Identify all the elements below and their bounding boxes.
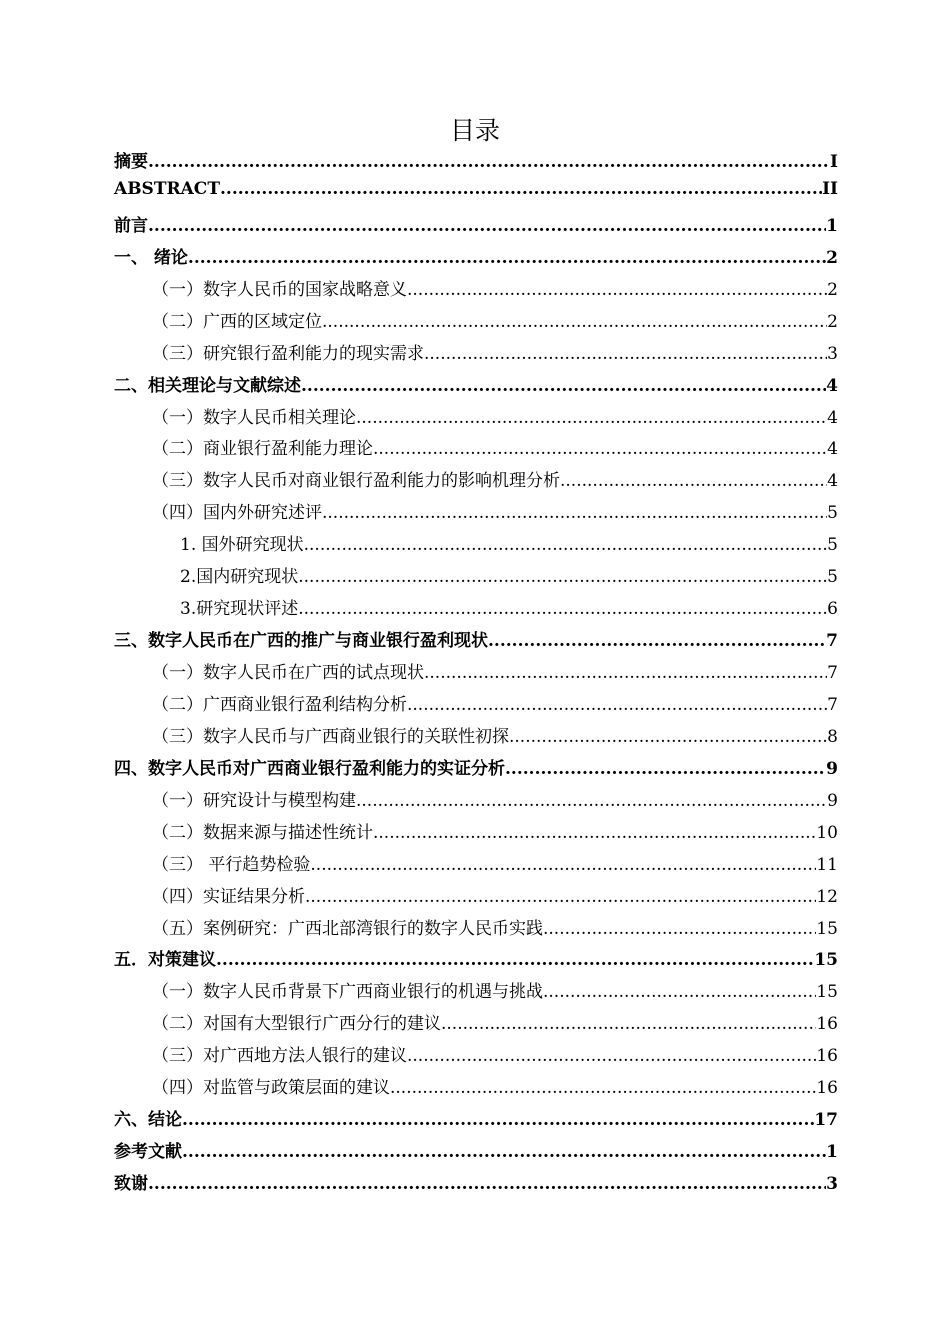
toc-page-number: 17 bbox=[814, 1110, 838, 1131]
toc-page-number: 4 bbox=[827, 439, 838, 460]
toc-entry-title: （三）数字人民币与广西商业银行的关联性初探 bbox=[152, 726, 509, 747]
toc-dot-leader bbox=[298, 599, 827, 619]
toc-dot-leader bbox=[220, 179, 822, 199]
toc-entry-title: （四）对监管与政策层面的建议 bbox=[152, 1078, 390, 1099]
toc-entry-title: （三）研究银行盈利能力的现实需求 bbox=[152, 343, 424, 364]
toc-entry[interactable] bbox=[114, 1137, 838, 1169]
toc-entry-title: 四、数字人民币对广西商业银行盈利能力的实证分析 bbox=[114, 758, 505, 779]
toc-page-number: 9 bbox=[826, 758, 838, 779]
toc-entry-title: ABSTRACT bbox=[114, 178, 220, 199]
toc-dot-leader bbox=[182, 1110, 814, 1130]
toc-entry[interactable] bbox=[114, 530, 838, 562]
toc-dot-leader bbox=[407, 695, 827, 715]
toc-dot-leader bbox=[148, 1174, 826, 1194]
toc-page-number: 15 bbox=[814, 950, 838, 971]
toc-page-number: 16 bbox=[816, 1014, 838, 1035]
toc-entry[interactable] bbox=[114, 850, 838, 882]
toc-entry-title: （二）广西的区域定位 bbox=[152, 311, 322, 332]
toc-dot-leader bbox=[216, 950, 814, 970]
toc-entry-title: （二）数据来源与描述性统计 bbox=[152, 822, 373, 843]
toc-entry[interactable] bbox=[114, 403, 838, 435]
toc-dot-leader bbox=[373, 439, 827, 459]
toc-entry[interactable] bbox=[114, 945, 838, 977]
toc-page-number: 4 bbox=[827, 407, 838, 428]
toc-entry-title: 前言 bbox=[114, 215, 148, 236]
toc-entry-title: 1. 国外研究现状 bbox=[180, 535, 304, 556]
toc-entry[interactable] bbox=[114, 594, 838, 626]
toc-dot-leader bbox=[424, 663, 827, 683]
toc-entry-title: （五）案例研究：广西北部湾银行的数字人民币实践 bbox=[152, 918, 543, 939]
toc-page-number: 8 bbox=[827, 726, 838, 747]
toc-entry[interactable] bbox=[114, 1169, 838, 1201]
toc-entry-title: （二）商业银行盈利能力理论 bbox=[152, 439, 373, 460]
toc-entry[interactable] bbox=[114, 371, 838, 403]
toc-page-number: 6 bbox=[827, 599, 838, 620]
toc-dot-leader bbox=[441, 1014, 816, 1034]
toc-dot-leader bbox=[543, 919, 816, 939]
toc-page-number: I bbox=[830, 152, 838, 172]
toc-dot-leader bbox=[322, 503, 827, 523]
toc-dot-leader bbox=[322, 312, 827, 332]
toc-page-number: 10 bbox=[816, 822, 838, 843]
toc-entry[interactable] bbox=[114, 818, 838, 850]
toc-page-number: 4 bbox=[826, 375, 838, 396]
toc-page-number: 7 bbox=[827, 694, 838, 715]
toc-entry[interactable] bbox=[114, 466, 838, 498]
toc-page-number: 2 bbox=[827, 279, 838, 300]
toc-page-number: 7 bbox=[826, 631, 838, 652]
toc-entry-title: （三） 平行趋势检验 bbox=[152, 854, 311, 875]
toc-entry[interactable] bbox=[114, 977, 838, 1009]
toc-page-number: 5 bbox=[827, 567, 838, 588]
toc-entry[interactable] bbox=[114, 434, 838, 466]
toc-entry[interactable] bbox=[114, 1105, 838, 1137]
toc-entry-title: （三）数字人民币对商业银行盈利能力的影响机理分析 bbox=[152, 471, 560, 492]
toc-page-number: 7 bbox=[827, 663, 838, 683]
toc-entry-title: （三）对广西地方法人银行的建议 bbox=[152, 1046, 407, 1067]
toc-dot-leader bbox=[301, 376, 826, 396]
toc-entry[interactable] bbox=[114, 882, 838, 914]
toc-dot-leader bbox=[356, 791, 827, 811]
toc-entry-title: 2.国内研究现状 bbox=[180, 567, 299, 588]
toc-dot-leader bbox=[356, 408, 827, 428]
toc-entry[interactable] bbox=[114, 1009, 838, 1041]
toc-entry[interactable] bbox=[114, 339, 838, 371]
toc-page-number: 3 bbox=[827, 343, 838, 364]
toc-dot-leader bbox=[305, 887, 816, 907]
toc-entry-title: 六、结论 bbox=[114, 1110, 182, 1131]
toc-entry[interactable] bbox=[114, 786, 838, 818]
toc-entry-title: 五．对策建议 bbox=[114, 950, 216, 971]
toc-entry-title: （一）数字人民币相关理论 bbox=[152, 407, 356, 428]
toc-page-number: 15 bbox=[816, 982, 838, 1003]
toc-entry-title: （一）数字人民币的国家战略意义 bbox=[152, 279, 407, 300]
toc-entry-title: （一）数字人民币在广西的试点现状 bbox=[152, 663, 424, 683]
toc-entry-title: （四）实证结果分析 bbox=[152, 886, 305, 907]
toc-dot-leader bbox=[560, 471, 827, 491]
toc-entry[interactable] bbox=[114, 562, 838, 594]
toc-entry-title: （四）国内外研究述评 bbox=[152, 503, 322, 524]
toc-dot-leader bbox=[424, 344, 827, 364]
toc-entry[interactable] bbox=[114, 914, 838, 946]
toc-entry[interactable] bbox=[114, 243, 838, 275]
toc-dot-leader bbox=[304, 535, 828, 555]
toc-entry-title: 致谢 bbox=[114, 1174, 148, 1194]
table-of-contents bbox=[114, 147, 838, 1201]
toc-entry-title: （二）对国有大型银行广西分行的建议 bbox=[152, 1014, 441, 1035]
toc-dot-leader bbox=[373, 823, 816, 843]
toc-entry-title: 二、相关理论与文献综述 bbox=[114, 375, 301, 396]
toc-entry-title: 参考文献 bbox=[114, 1142, 182, 1163]
toc-page-number: 5 bbox=[827, 535, 838, 556]
toc-entry[interactable] bbox=[114, 211, 838, 243]
toc-page-number: 2 bbox=[826, 247, 838, 268]
toc-entry-title: 三、数字人民币在广西的推广与商业银行盈利现状 bbox=[114, 631, 488, 652]
toc-dot-leader bbox=[390, 1078, 816, 1098]
page-title: 目录 bbox=[449, 116, 500, 145]
toc-page-number: 15 bbox=[816, 918, 838, 939]
toc-dot-leader bbox=[182, 1142, 826, 1162]
toc-entry[interactable] bbox=[114, 147, 838, 179]
toc-entry-title: 摘要 bbox=[114, 152, 148, 172]
toc-entry-title: （一）数字人民币背景下广西商业银行的机遇与挑战 bbox=[152, 982, 543, 1003]
toc-page-number: 11 bbox=[816, 854, 838, 875]
toc-entry[interactable] bbox=[114, 626, 838, 658]
toc-entry[interactable] bbox=[114, 690, 838, 722]
toc-entry[interactable] bbox=[114, 498, 838, 530]
toc-page-number: 1 bbox=[826, 1142, 838, 1163]
toc-page-number: 16 bbox=[816, 1078, 838, 1099]
toc-page-number: 1 bbox=[826, 215, 838, 236]
toc-entry-title: 3.研究现状评述 bbox=[180, 599, 299, 620]
toc-entry-title: （一）研究设计与模型构建 bbox=[152, 790, 356, 811]
toc-page-number: 2 bbox=[827, 311, 838, 332]
toc-page-number: II bbox=[822, 178, 838, 199]
toc-dot-leader bbox=[188, 248, 826, 268]
toc-entry-title: 一、 绪论 bbox=[114, 247, 188, 268]
toc-dot-leader bbox=[509, 727, 827, 747]
toc-dot-leader bbox=[148, 216, 826, 236]
toc-dot-leader bbox=[407, 280, 827, 300]
toc-entry[interactable] bbox=[114, 275, 838, 307]
toc-dot-leader bbox=[407, 1046, 816, 1066]
toc-dot-leader bbox=[505, 759, 826, 779]
toc-page-number: 5 bbox=[827, 503, 838, 524]
toc-page-number: 9 bbox=[827, 790, 838, 811]
toc-entry[interactable] bbox=[114, 307, 838, 339]
toc-dot-leader bbox=[310, 855, 816, 875]
toc-page-number: 16 bbox=[816, 1046, 838, 1067]
toc-page-number: 4 bbox=[827, 471, 838, 492]
toc-dot-leader bbox=[298, 567, 827, 587]
toc-entry[interactable] bbox=[114, 754, 838, 786]
toc-dot-leader bbox=[543, 982, 816, 1002]
toc-entry[interactable] bbox=[114, 658, 838, 690]
toc-page-number: 12 bbox=[816, 886, 838, 907]
toc-entry[interactable] bbox=[114, 722, 838, 754]
toc-entry[interactable] bbox=[114, 179, 838, 211]
toc-dot-leader bbox=[488, 631, 826, 651]
toc-entry[interactable] bbox=[114, 1041, 838, 1073]
toc-page-number: 3 bbox=[826, 1174, 838, 1194]
toc-entry-title: （二）广西商业银行盈利结构分析 bbox=[152, 694, 407, 715]
toc-entry[interactable] bbox=[114, 1073, 838, 1105]
toc-dot-leader bbox=[148, 152, 830, 172]
